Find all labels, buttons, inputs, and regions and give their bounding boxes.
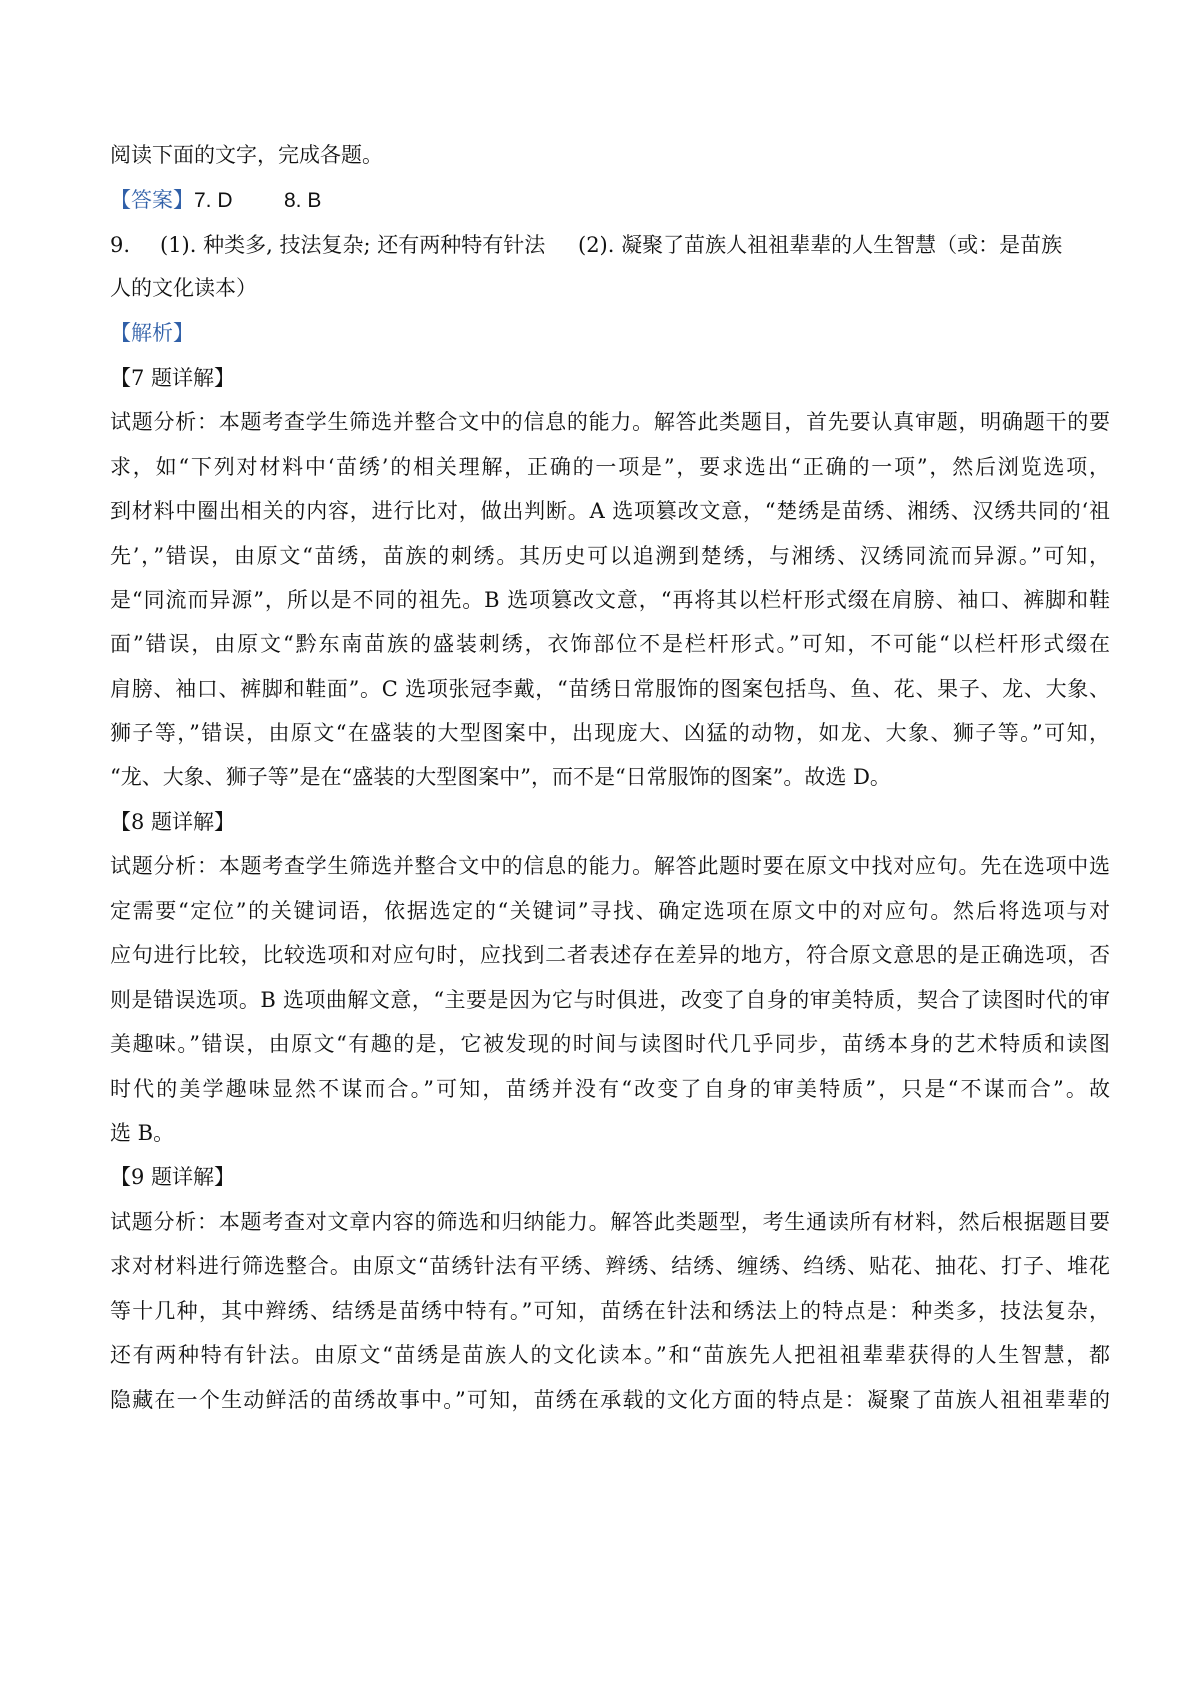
q9-part1: (1). 种类多, 技法复杂; 还有两种特有针法 [160, 233, 546, 257]
q7-line: 面”错误，由原文“黔东南苗族的盛装刺绣，衣饰部位不是栏杆形式。”可知，不可能“以栏杆形式缀在 [110, 632, 1110, 656]
q7-line: 狮子等，”错误，由原文“在盛装的大型图案中，出现庞大、凶猛的动物，如龙、大象、狮子等。”可知， [110, 721, 1110, 745]
q9-number: 9. [110, 233, 131, 257]
q7-line: 肩膀、袖口、裤脚和鞋面”。C 选项张冠李戴，“苗绣日常服饰的图案包括鸟、鱼、花、果子、龙、大象、 [110, 677, 1110, 701]
q8-line: 选 B。 [110, 1121, 175, 1145]
q9-part2-line1: (2). 凝聚了苗族人祖祖辈辈的人生智慧（或：是苗族 [578, 233, 1063, 257]
q9-line: 隐藏在一个生动鲜活的苗绣故事中。”可知，苗绣在承载的文化方面的特点是：凝聚了苗族人祖祖辈辈的 [110, 1388, 1110, 1412]
q7-line: 到材料中圈出相关的内容，进行比对，做出判断。A 选项篡改文意，“楚绣是苗绣、湘绣、汉绣共同的‘祖 [110, 499, 1110, 523]
intro-text: 阅读下面的文字，完成各题。 [110, 143, 383, 167]
q8-heading: 【8 题详解】 [110, 810, 236, 834]
q9-part2-line2: 人的文化读本） [110, 276, 257, 300]
analysis-label: 【解析】 [110, 321, 194, 345]
q7-line: “龙、大象、狮子等”是在“盛装的大型图案中”，而不是“日常服饰的图案”。故选 D。 [110, 765, 891, 789]
answer-row [110, 185, 1110, 216]
q9-heading: 【9 题详解】 [110, 1165, 236, 1189]
q9-line: 试题分析：本题考查对文章内容的筛选和归纳能力。解答此类题型，考生通读所有材料，然后根据题目要 [110, 1210, 1110, 1234]
q7-line: 求，如“下列对材料中‘苗绣’的相关理解，正确的一项是”，要求选出“正确的一项”，然后浏览选项， [110, 455, 1110, 479]
q7-heading: 【7 题详解】 [110, 366, 236, 390]
q8-line: 应句进行比较，比较选项和对应句时，应找到二者表述存在差异的地方，符合原文意思的是正确选项，否 [110, 943, 1110, 967]
q9-line: 求对材料进行筛选整合。由原文“苗绣针法有平绣、辫绣、结绣、缠绣、绉绣、贴花、抽花、打子、堆花 [110, 1254, 1110, 1278]
q9-line: 等十几种，其中辫绣、结绣是苗绣中特有。”可知，苗绣在针法和绣法上的特点是：种类多，技法复杂， [110, 1299, 1110, 1323]
q9-line: 还有两种特有针法。由原文“苗绣是苗族人的文化读本。”和“苗族先人把祖祖辈辈获得的人生智慧，都 [110, 1343, 1110, 1367]
q8-line: 定需要“定位”的关键词语，依据选定的“关键词”寻找、确定选项在原文中的对应句。然后将选项与对 [110, 899, 1110, 923]
answer-item-8: 8. B [284, 189, 322, 212]
q8-line: 则是错误选项。B 选项曲解文意，“主要是因为它与时俱进，改变了自身的审美特质，契合了读图时代的审 [110, 988, 1110, 1012]
q7-line: 试题分析：本题考查学生筛选并整合文中的信息的能力。解答此类题目，首先要认真审题，明确题干的要 [110, 410, 1110, 434]
q9-answer-row [110, 230, 1110, 260]
q8-line: 试题分析：本题考查学生筛选并整合文中的信息的能力。解答此题时要在原文中找对应句。先在选项中选 [110, 854, 1110, 878]
q7-line: 先’，”错误，由原文“苗绣，苗族的刺绣。其历史可以追溯到楚绣，与湘绣、汉绣同流而异源。”可知， [110, 544, 1110, 568]
answer-label: 【答案】 [110, 188, 194, 212]
answer-item-7: 7. D [194, 189, 233, 212]
q8-line: 时代的美学趣味显然不谋而合。”可知，苗绣并没有“改变了自身的审美特质”，只是“不谋而合”。故 [110, 1077, 1110, 1101]
q8-line: 美趣味。”错误，由原文“有趣的是，它被发现的时间与读图时代几乎同步，苗绣本身的艺术特质和读图 [110, 1032, 1110, 1056]
q7-line: 是“同流而异源”，所以是不同的祖先。B 选项篡改文意，“再将其以栏杆形式缀在肩膀、袖口、裤脚和鞋 [110, 588, 1110, 612]
